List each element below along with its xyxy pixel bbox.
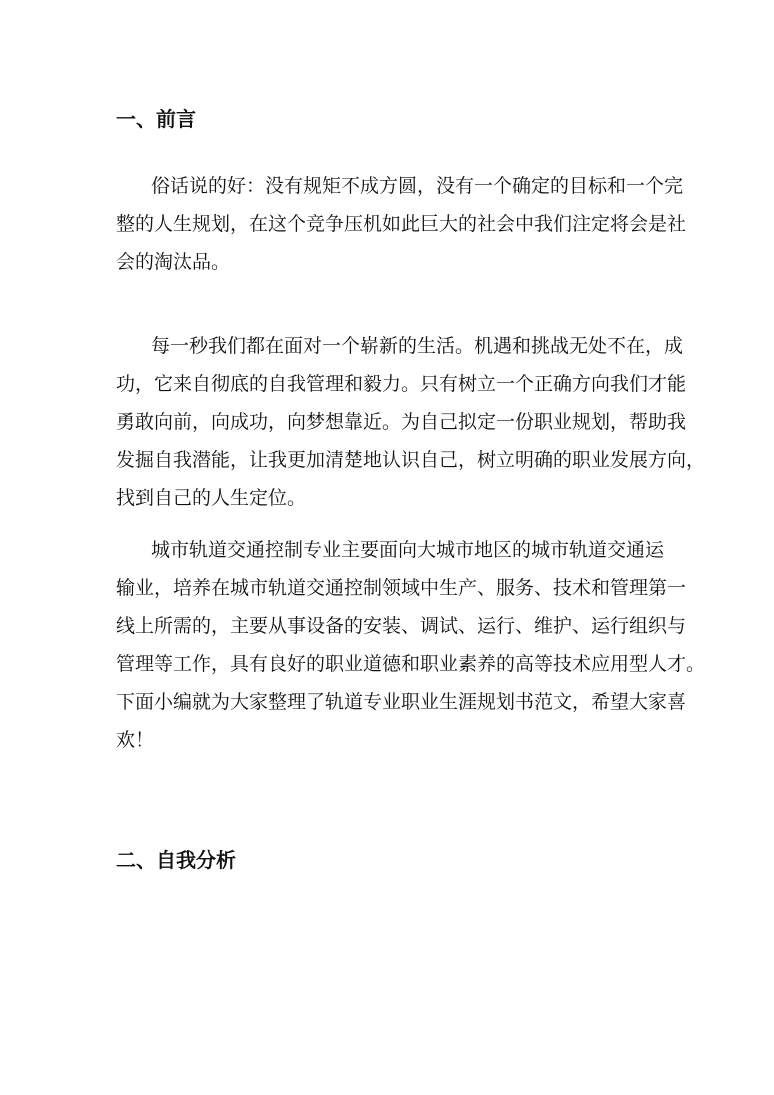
text-line: 俗话说的好：没有规矩不成方圆，没有一个确定的目标和一个完 xyxy=(151,175,684,197)
paragraph-rail-transit-major xyxy=(116,531,706,759)
text-line: 勇敢向前，向成功，向梦想靠近。为自己拟定一份职业规划，帮助我 xyxy=(116,411,687,433)
text-line: 下面小编就为大家整理了轨道专业职业生涯规划书范文，希望大家喜 xyxy=(116,691,687,713)
text-line: 找到自己的人生定位。 xyxy=(116,487,307,509)
text-line: 每一秒我们都在面对一个崭新的生活。机遇和挑战无处不在，成 xyxy=(151,335,684,357)
section-heading-preface: 一、前言 xyxy=(116,107,196,131)
text-line: 会的淘汰品。 xyxy=(116,251,231,273)
text-line: 线上所需的，主要从事设备的安装、调试、运行、维护、运行组织与 xyxy=(116,615,687,637)
text-line: 功，它来自彻底的自我管理和毅力。只有树立一个正确方向我们才能 xyxy=(116,373,687,395)
text-line: 输业，培养在城市轨道交通控制领域中生产、服务、技术和管理第一 xyxy=(116,577,687,599)
text-line: 城市轨道交通控制专业主要面向大城市地区的城市轨道交通运 xyxy=(151,539,665,561)
text-line: 发掘自我潜能，让我更加清楚地认识自己，树立明确的职业发展方向， xyxy=(116,449,706,471)
text-line: 管理等工作，具有良好的职业道德和职业素养的高等技术应用型人才。 xyxy=(116,653,706,675)
text-line: 欢！ xyxy=(116,729,155,751)
paragraph-every-second xyxy=(116,327,706,517)
paragraph-proverb xyxy=(116,167,687,281)
section-heading-self-analysis: 二、自我分析 xyxy=(116,848,236,872)
text-line: 整的人生规划，在这个竞争压机如此巨大的社会中我们注定将会是社 xyxy=(116,213,687,235)
